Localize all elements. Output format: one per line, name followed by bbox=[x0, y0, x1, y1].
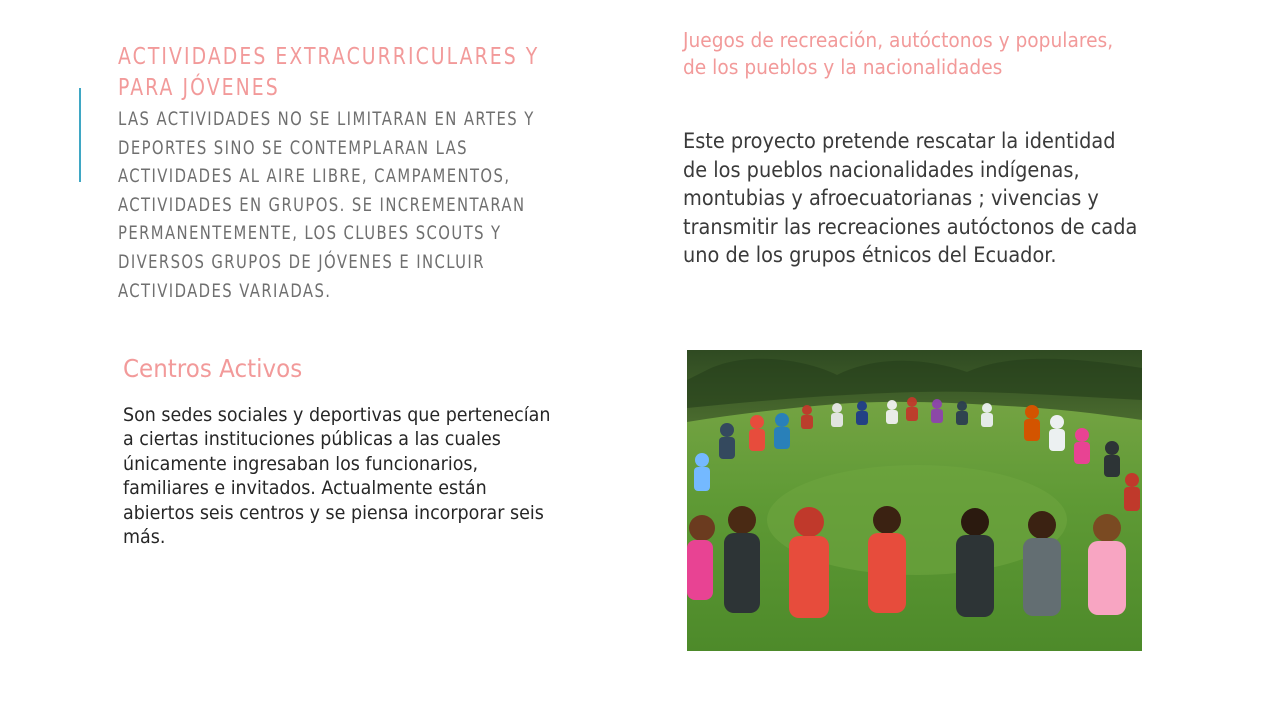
centros-activos-heading: Centros Activos bbox=[123, 354, 303, 383]
group-photo-image bbox=[687, 350, 1142, 651]
slide-title: ACTIVIDADES EXTRACURRICULARES Y PARA JÓVENES bbox=[118, 44, 540, 101]
group-photo bbox=[687, 350, 1142, 651]
accent-bar bbox=[79, 88, 81, 182]
title-block bbox=[118, 42, 568, 305]
juegos-body: Este proyecto pretende rescatar la identidad de los pueblos nacionalidades indígenas, montubias y afroecuatorianas ; vivencias y transmitir las recreaciones autóctonos de cada uno de los grupos étnicos del Ecuador. bbox=[683, 129, 1138, 268]
slide-subtitle: LAS ACTIVIDADES NO SE LIMITARAN EN ARTES Y DEPORTES SINO SE CONTEMPLARAN LAS ACTIVIDADES AL AIRE LIBRE, CAMPAMENTOS, ACTIVIDADES EN GRUPOS. SE INCREMENTARAN PERMANENTEMENTE, LOS CLUBES SCOUTS Y DIVERSOS GRUPOS DE JÓVENES E INCLUIR ACTIVIDADES VARIADAS. bbox=[118, 108, 535, 302]
juegos-heading: Juegos de recreación, autóctonos y populares, de los pueblos y la nacionalidades bbox=[683, 28, 1114, 79]
centros-activos-body: Son sedes sociales y deportivas que pertenecían a ciertas instituciones públicas a las cuales únicamente ingresaban los funcionarios, familiares e invitados. Actualmente están abiertos seis centros y se piensa incorporar seis más. bbox=[123, 404, 551, 549]
